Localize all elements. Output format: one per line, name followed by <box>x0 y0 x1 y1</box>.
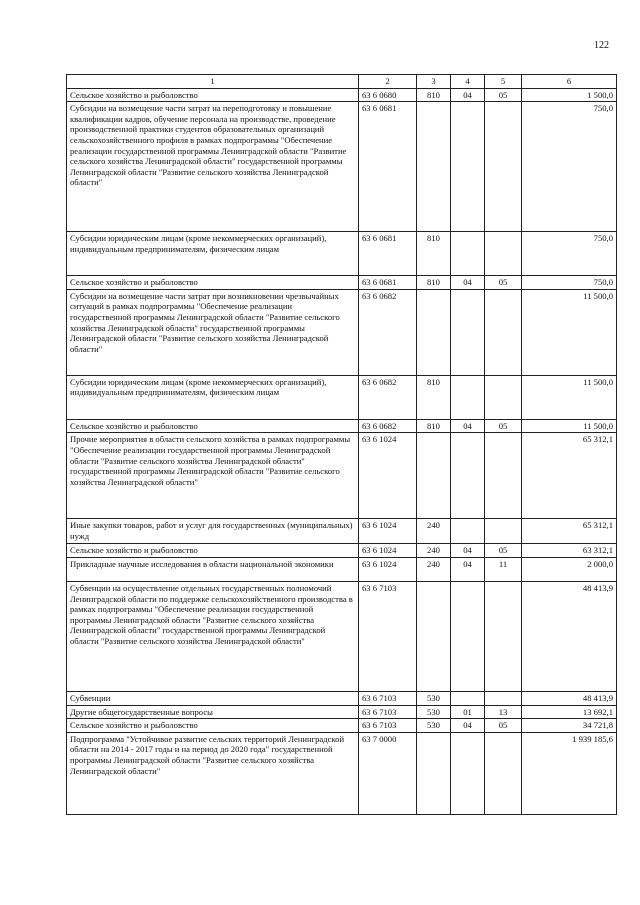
row-vr-cell: 810 <box>417 375 451 419</box>
row-amount-cell: 750,0 <box>522 276 617 290</box>
row-amount-cell: 11 500,0 <box>522 289 617 375</box>
row-pr-cell <box>485 232 522 276</box>
row-rz-cell <box>451 375 485 419</box>
row-rz-cell: 04 <box>451 88 485 102</box>
row-code-cell: 63 6 1024 <box>359 544 417 558</box>
row-name-cell: Сельское хозяйство и рыболовство <box>67 276 359 290</box>
row-rz-cell: 04 <box>451 557 485 581</box>
budget-table <box>66 74 617 815</box>
row-rz-cell <box>451 581 485 691</box>
table-row <box>67 289 617 375</box>
table-row <box>67 102 617 232</box>
row-code-cell: 63 6 7103 <box>359 705 417 719</box>
row-code-cell: 63 6 7103 <box>359 581 417 691</box>
table-row <box>67 732 617 814</box>
row-pr-cell <box>485 433 522 519</box>
row-name-cell: Субвенции на осуществление отдельных государственных полномочий Ленинградской области по поддержке сельскохозяйственного производства в рамках подпрограммы "Обеспечение реализации государственной программы Ленинградской области "Развитие сельского хозяйства Ленинградской области" государственной программы Ленинградской области "Развитие сельского хозяйства Ленинградской области" <box>67 581 359 691</box>
row-code-cell: 63 6 0682 <box>359 419 417 433</box>
row-code-cell: 63 6 7103 <box>359 719 417 733</box>
header-cell: 1 <box>67 75 359 89</box>
header-cell: 3 <box>417 75 451 89</box>
row-rz-cell: 04 <box>451 719 485 733</box>
row-rz-cell: 01 <box>451 705 485 719</box>
row-pr-cell <box>485 691 522 705</box>
row-rz-cell <box>451 289 485 375</box>
row-code-cell: 63 6 0682 <box>359 289 417 375</box>
row-amount-cell: 2 000,0 <box>522 557 617 581</box>
row-name-cell: Прикладные научные исследования в области национальной экономики <box>67 557 359 581</box>
table-row <box>67 557 617 581</box>
row-code-cell: 63 6 0682 <box>359 375 417 419</box>
table-header-row <box>67 75 617 89</box>
header-cell: 6 <box>522 75 617 89</box>
row-vr-cell <box>417 581 451 691</box>
row-amount-cell: 13 692,1 <box>522 705 617 719</box>
row-name-cell: Субсидии на возмещение части затрат на переподготовку и повышение квалификации кадров, обучение персонала на производстве, проведение производственной практики студентов образовательных организаций сельскохозяйственного профиля в рамках подпрограммы "Обеспечение реализации государственной программы Ленинградской области "Развитие сельского хозяйства Ленинградской области" государственной программы Ленинградской области "Развитие сельского хозяйства Ленинградской области" <box>67 102 359 232</box>
page-number: 122 <box>594 40 609 51</box>
row-vr-cell <box>417 289 451 375</box>
row-rz-cell: 04 <box>451 276 485 290</box>
row-pr-cell <box>485 102 522 232</box>
table-row <box>67 88 617 102</box>
row-rz-cell: 04 <box>451 419 485 433</box>
row-amount-cell: 63 312,1 <box>522 544 617 558</box>
row-pr-cell: 13 <box>485 705 522 719</box>
row-code-cell: 63 6 0680 <box>359 88 417 102</box>
row-rz-cell <box>451 691 485 705</box>
row-name-cell: Другие общегосударственные вопросы <box>67 705 359 719</box>
row-pr-cell <box>485 519 522 544</box>
row-pr-cell <box>485 581 522 691</box>
row-code-cell: 63 7 0000 <box>359 732 417 814</box>
row-amount-cell: 1 939 185,6 <box>522 732 617 814</box>
row-vr-cell: 240 <box>417 557 451 581</box>
row-name-cell: Сельское хозяйство и рыболовство <box>67 419 359 433</box>
row-name-cell: Иные закупки товаров, работ и услуг для государственных (муниципальных) нужд <box>67 519 359 544</box>
row-vr-cell: 530 <box>417 691 451 705</box>
row-name-cell: Сельское хозяйство и рыболовство <box>67 544 359 558</box>
row-vr-cell: 810 <box>417 88 451 102</box>
header-cell: 5 <box>485 75 522 89</box>
row-name-cell: Подпрограмма "Устойчивое развитие сельских территорий Ленинградской области на 2014 - 2017 годы и на период до 2020 года" государственной программы Ленинградской области "Развитие сельского хозяйства Ленинградской области" <box>67 732 359 814</box>
row-amount-cell: 11 500,0 <box>522 375 617 419</box>
header-cell: 4 <box>451 75 485 89</box>
row-pr-cell: 05 <box>485 544 522 558</box>
table-row <box>67 375 617 419</box>
table-row <box>67 276 617 290</box>
row-code-cell: 63 6 7103 <box>359 691 417 705</box>
row-name-cell: Субвенции <box>67 691 359 705</box>
row-code-cell: 63 6 1024 <box>359 433 417 519</box>
row-pr-cell <box>485 732 522 814</box>
row-amount-cell: 48 413,9 <box>522 581 617 691</box>
row-amount-cell: 34 721,8 <box>522 719 617 733</box>
row-amount-cell: 1 500,0 <box>522 88 617 102</box>
table-row <box>67 691 617 705</box>
row-code-cell: 63 6 1024 <box>359 519 417 544</box>
row-vr-cell <box>417 102 451 232</box>
row-name-cell: Сельское хозяйство и рыболовство <box>67 719 359 733</box>
row-code-cell: 63 6 1024 <box>359 557 417 581</box>
row-code-cell: 63 6 0681 <box>359 276 417 290</box>
row-name-cell: Прочие мероприятия в области сельского хозяйства в рамках подпрограммы "Обеспечение реализации государственной программы Ленинградской области "Развитие сельского хозяйства Ленинградской области" государственной программы Ленинградской области "Развитие сельского хозяйства Ленинградской области" <box>67 433 359 519</box>
table-row <box>67 544 617 558</box>
row-pr-cell: 11 <box>485 557 522 581</box>
row-amount-cell: 11 500,0 <box>522 419 617 433</box>
row-pr-cell: 05 <box>485 719 522 733</box>
row-pr-cell: 05 <box>485 419 522 433</box>
table-row <box>67 705 617 719</box>
row-rz-cell <box>451 519 485 544</box>
table-row <box>67 232 617 276</box>
row-code-cell: 63 6 0681 <box>359 232 417 276</box>
row-amount-cell: 65 312,1 <box>522 433 617 519</box>
row-pr-cell: 05 <box>485 276 522 290</box>
row-rz-cell <box>451 102 485 232</box>
row-vr-cell: 240 <box>417 519 451 544</box>
row-vr-cell: 810 <box>417 419 451 433</box>
row-rz-cell <box>451 232 485 276</box>
header-cell: 2 <box>359 75 417 89</box>
row-rz-cell <box>451 433 485 519</box>
row-code-cell: 63 6 0681 <box>359 102 417 232</box>
row-name-cell: Сельское хозяйство и рыболовство <box>67 88 359 102</box>
row-rz-cell: 04 <box>451 544 485 558</box>
row-vr-cell: 810 <box>417 276 451 290</box>
row-pr-cell: 05 <box>485 88 522 102</box>
row-pr-cell <box>485 289 522 375</box>
row-vr-cell <box>417 433 451 519</box>
row-amount-cell: 48 413,9 <box>522 691 617 705</box>
table-row <box>67 581 617 691</box>
row-vr-cell: 240 <box>417 544 451 558</box>
row-name-cell: Субсидии юридическим лицам (кроме некоммерческих организаций), индивидуальным предпринимателям, физическим лицам <box>67 232 359 276</box>
row-vr-cell: 530 <box>417 705 451 719</box>
row-rz-cell <box>451 732 485 814</box>
table-row <box>67 519 617 544</box>
row-amount-cell: 750,0 <box>522 102 617 232</box>
row-amount-cell: 65 312,1 <box>522 519 617 544</box>
table-row <box>67 419 617 433</box>
row-vr-cell: 530 <box>417 719 451 733</box>
row-amount-cell: 750,0 <box>522 232 617 276</box>
row-pr-cell <box>485 375 522 419</box>
row-vr-cell: 810 <box>417 232 451 276</box>
row-name-cell: Субсидии юридическим лицам (кроме некоммерческих организаций), индивидуальным предпринимателям, физическим лицам <box>67 375 359 419</box>
row-vr-cell <box>417 732 451 814</box>
table-row <box>67 433 617 519</box>
row-name-cell: Субсидии на возмещение части затрат при возникновении чрезвычайных ситуаций в рамках подпрограммы "Обеспечение реализации государственной программы Ленинградской области "Развитие сельского хозяйства Ленинградской области" государственной программы Ленинградской области "Развитие сельского хозяйства Ленинградской области" <box>67 289 359 375</box>
table-row <box>67 719 617 733</box>
